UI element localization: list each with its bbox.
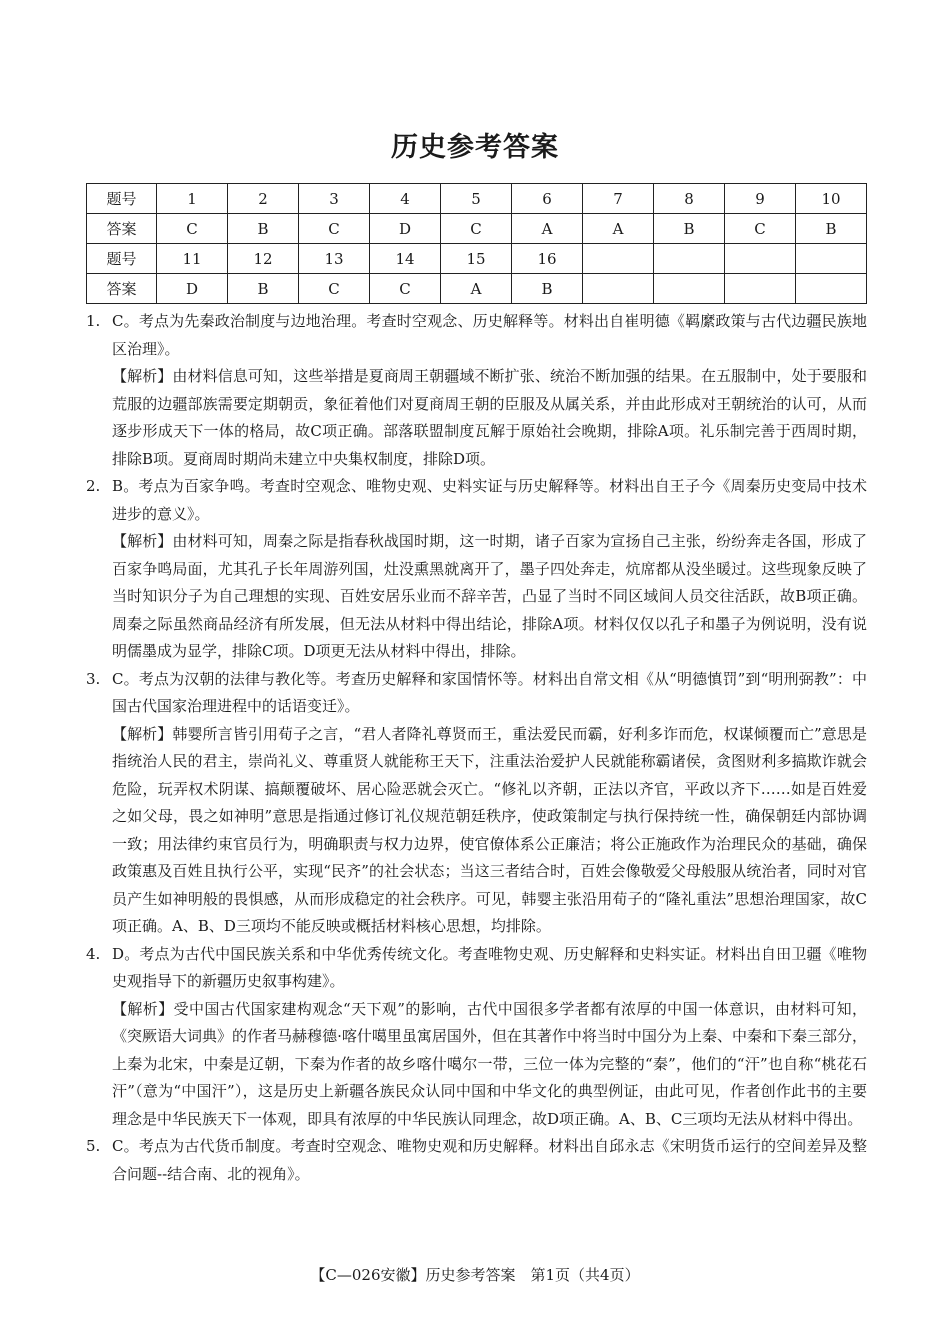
question-number: 5. (86, 1137, 101, 1155)
page-title: 历史参考答案 (391, 132, 559, 163)
table-cell: D (370, 214, 441, 244)
table-cell: C (157, 214, 228, 244)
analysis-paragraph: 【解析】由材料可知，周秦之际是指春秋战国时期，这一时期，诸子百家为宣扬自己主张，纷纷奔走各国，形成了百家争鸣局面，尤其孔子长年周游列国，灶没熏黑就离开了，墨子四处奔走，炕席都从没坐暖过。这些现象反映了当时知识分子为自己理想的实现、百姓安居乐业而不辞辛苦，凸显了当时不同区域间人员交往活跃，故B项正确。周秦之际虽然商品经济有所发展，但无法从材料中得出结论，排除A项。材料仅仅以孔子和墨子为例说明，没有说明儒墨成为显学，排除C项。D项更无法从材料中得出，排除。 (112, 532, 867, 660)
table-cell: B (512, 274, 583, 304)
table-cell: 1 (157, 184, 228, 214)
table-row (87, 244, 867, 274)
answer-explanations (86, 308, 867, 1188)
table-cell: C (370, 274, 441, 304)
question-explanation (86, 941, 867, 1134)
table-cell (725, 274, 796, 304)
row-header-cell: 答案 (87, 274, 157, 304)
table-cell: C (299, 274, 370, 304)
table-cell: B (796, 214, 867, 244)
table-cell: 15 (441, 244, 512, 274)
table-cell: 7 (583, 184, 654, 214)
table-cell: 10 (796, 184, 867, 214)
answer-summary: C。考点为古代货币制度。考查时空观念、唯物史观和历史解释。材料出自邱永志《宋明货币运行的空间差异及整合问题--结合南、北的视角》。 (112, 1137, 867, 1183)
question-explanation (86, 308, 867, 473)
analysis-paragraph: 【解析】受中国古代国家建构观念“天下观”的影响，古代中国很多学者都有浓厚的中国一体意识，由材料可知，《突厥语大词典》的作者马赫穆德·喀什噶里虽寓居国外，但在其著作中将当时中国分为上秦、中秦和下秦三部分，上秦为北宋，中秦是辽朝，下秦为作者的故乡喀什噶尔一带，三位一体为完整的“秦”，他们的“汗”也自称“桃花石汗”（意为“中国汗”），这是历史上新疆各族民众认同中国和中华文化的典型例证，由此可见，作者创作此书的主要理念是中华民族天下一体观，即具有浓厚的中华民族认同理念，故D项正确。A、B、C三项均无法从材料中得出。 (112, 999, 867, 1128)
question-number: 4. (86, 944, 101, 963)
analysis-paragraph: 【解析】由材料信息可知，这些举措是夏商周王朝疆域不断扩张、统治不断加强的结果。在五服制中，处于要服和荒服的边疆部族需要定期朝贡，象征着他们对夏商周王朝的臣服及从属关系，并由此形成对王朝统治的认可，从而逐步形成天下一体的格局，故C项正确。部落联盟制度瓦解于原始社会晚期，排除A项。礼乐制完善于西周时期，排除B项。夏商周时期尚未建立中央集权制度，排除D项。 (112, 367, 867, 468)
table-row (87, 184, 867, 214)
table-cell: 2 (228, 184, 299, 214)
table-cell: 14 (370, 244, 441, 274)
table-cell (654, 244, 725, 274)
row-header-cell: 题号 (87, 184, 157, 214)
table-cell: 3 (299, 184, 370, 214)
table-cell: A (583, 214, 654, 244)
answer-summary: C。考点为汉朝的法律与教化等。考查历史解释和家国情怀等。材料出自常文相《从“明德慎罚”到“明刑弼教”：中国古代国家治理进程中的话语变迁》。 (112, 669, 867, 715)
question-explanation (86, 1133, 867, 1188)
question-explanation (86, 473, 867, 666)
table-cell: C (441, 214, 512, 244)
table-cell: 4 (370, 184, 441, 214)
table-cell (583, 274, 654, 304)
question-explanation (86, 666, 867, 941)
table-cell (796, 274, 867, 304)
table-cell: 9 (725, 184, 796, 214)
table-cell (583, 244, 654, 274)
table-cell: 11 (157, 244, 228, 274)
table-row (87, 274, 867, 304)
table-cell (796, 244, 867, 274)
table-cell: C (299, 214, 370, 244)
row-header-cell: 题号 (87, 244, 157, 274)
table-cell: B (228, 214, 299, 244)
question-number: 3. (86, 669, 101, 688)
table-cell: 16 (512, 244, 583, 274)
table-cell: A (441, 274, 512, 304)
answer-summary: D。考点为古代中国民族关系和中华优秀传统文化。考查唯物史观、历史解释和史料实证。材料出自田卫疆《唯物史观指导下的新疆历史叙事构建》。 (112, 944, 867, 990)
table-cell: 12 (228, 244, 299, 274)
table-cell: 6 (512, 184, 583, 214)
answer-table (86, 183, 867, 304)
row-header-cell: 答案 (87, 214, 157, 244)
question-number: 2. (86, 477, 101, 495)
table-cell: 13 (299, 244, 370, 274)
answer-summary: B。考点为百家争鸣。考查时空观念、唯物史观、史料实证与历史解释等。材料出自王子今《周秦历史变局中技术进步的意义》。 (112, 477, 867, 523)
answer-summary: C。考点为先秦政治制度与边地治理。考查时空观念、历史解释等。材料出自崔明德《羁縻政策与古代边疆民族地区治理》。 (112, 312, 867, 358)
table-cell (725, 244, 796, 274)
table-cell: 5 (441, 184, 512, 214)
table-row (87, 214, 867, 244)
table-cell: B (654, 214, 725, 244)
question-number: 1. (86, 312, 101, 330)
analysis-paragraph: 【解析】韩婴所言皆引用荀子之言，“君人者降礼尊贤而王，重法爱民而霸，好利多诈而危，权谋倾覆而亡”意思是指统治人民的君主，崇尚礼义、尊重贤人就能称王天下，注重法治爱护人民就能称霸诸侯，贪图财利多搞欺诈就会危险，玩弄权术阴谋、搞颠覆破坏、居心险恶就会灭亡。“修礼以齐朝，正法以齐官，平政以齐下……如是百姓爱之如父母，畏之如神明”意思是指通过修订礼仪规范朝廷秩序，使政策制定与执行保持统一性，确保朝廷内部协调一致；用法律约束官员行为，明确职责与权力边界，使官僚体系公正廉洁；将公正施政作为治理民众的基础，确保政策惠及百姓且执行公平，实现“民齐”的社会状态；当这三者结合时，百姓会像敬爱父母般服从统治者，同时对官员产生如神明般的畏惧感，从而形成稳定的社会秩序。可见，韩婴主张沿用荀子的“隆礼重法”思想治理国家，故C项正确。A、B、D三项均不能反映或概括材料核心思想，均排除。 (112, 724, 867, 935)
page-footer: 【C—026安徽】历史参考答案 第1页（共4页） (310, 1266, 640, 1284)
table-cell: B (228, 274, 299, 304)
table-cell: D (157, 274, 228, 304)
table-cell: 8 (654, 184, 725, 214)
table-cell: C (725, 214, 796, 244)
table-cell (654, 274, 725, 304)
table-cell: A (512, 214, 583, 244)
